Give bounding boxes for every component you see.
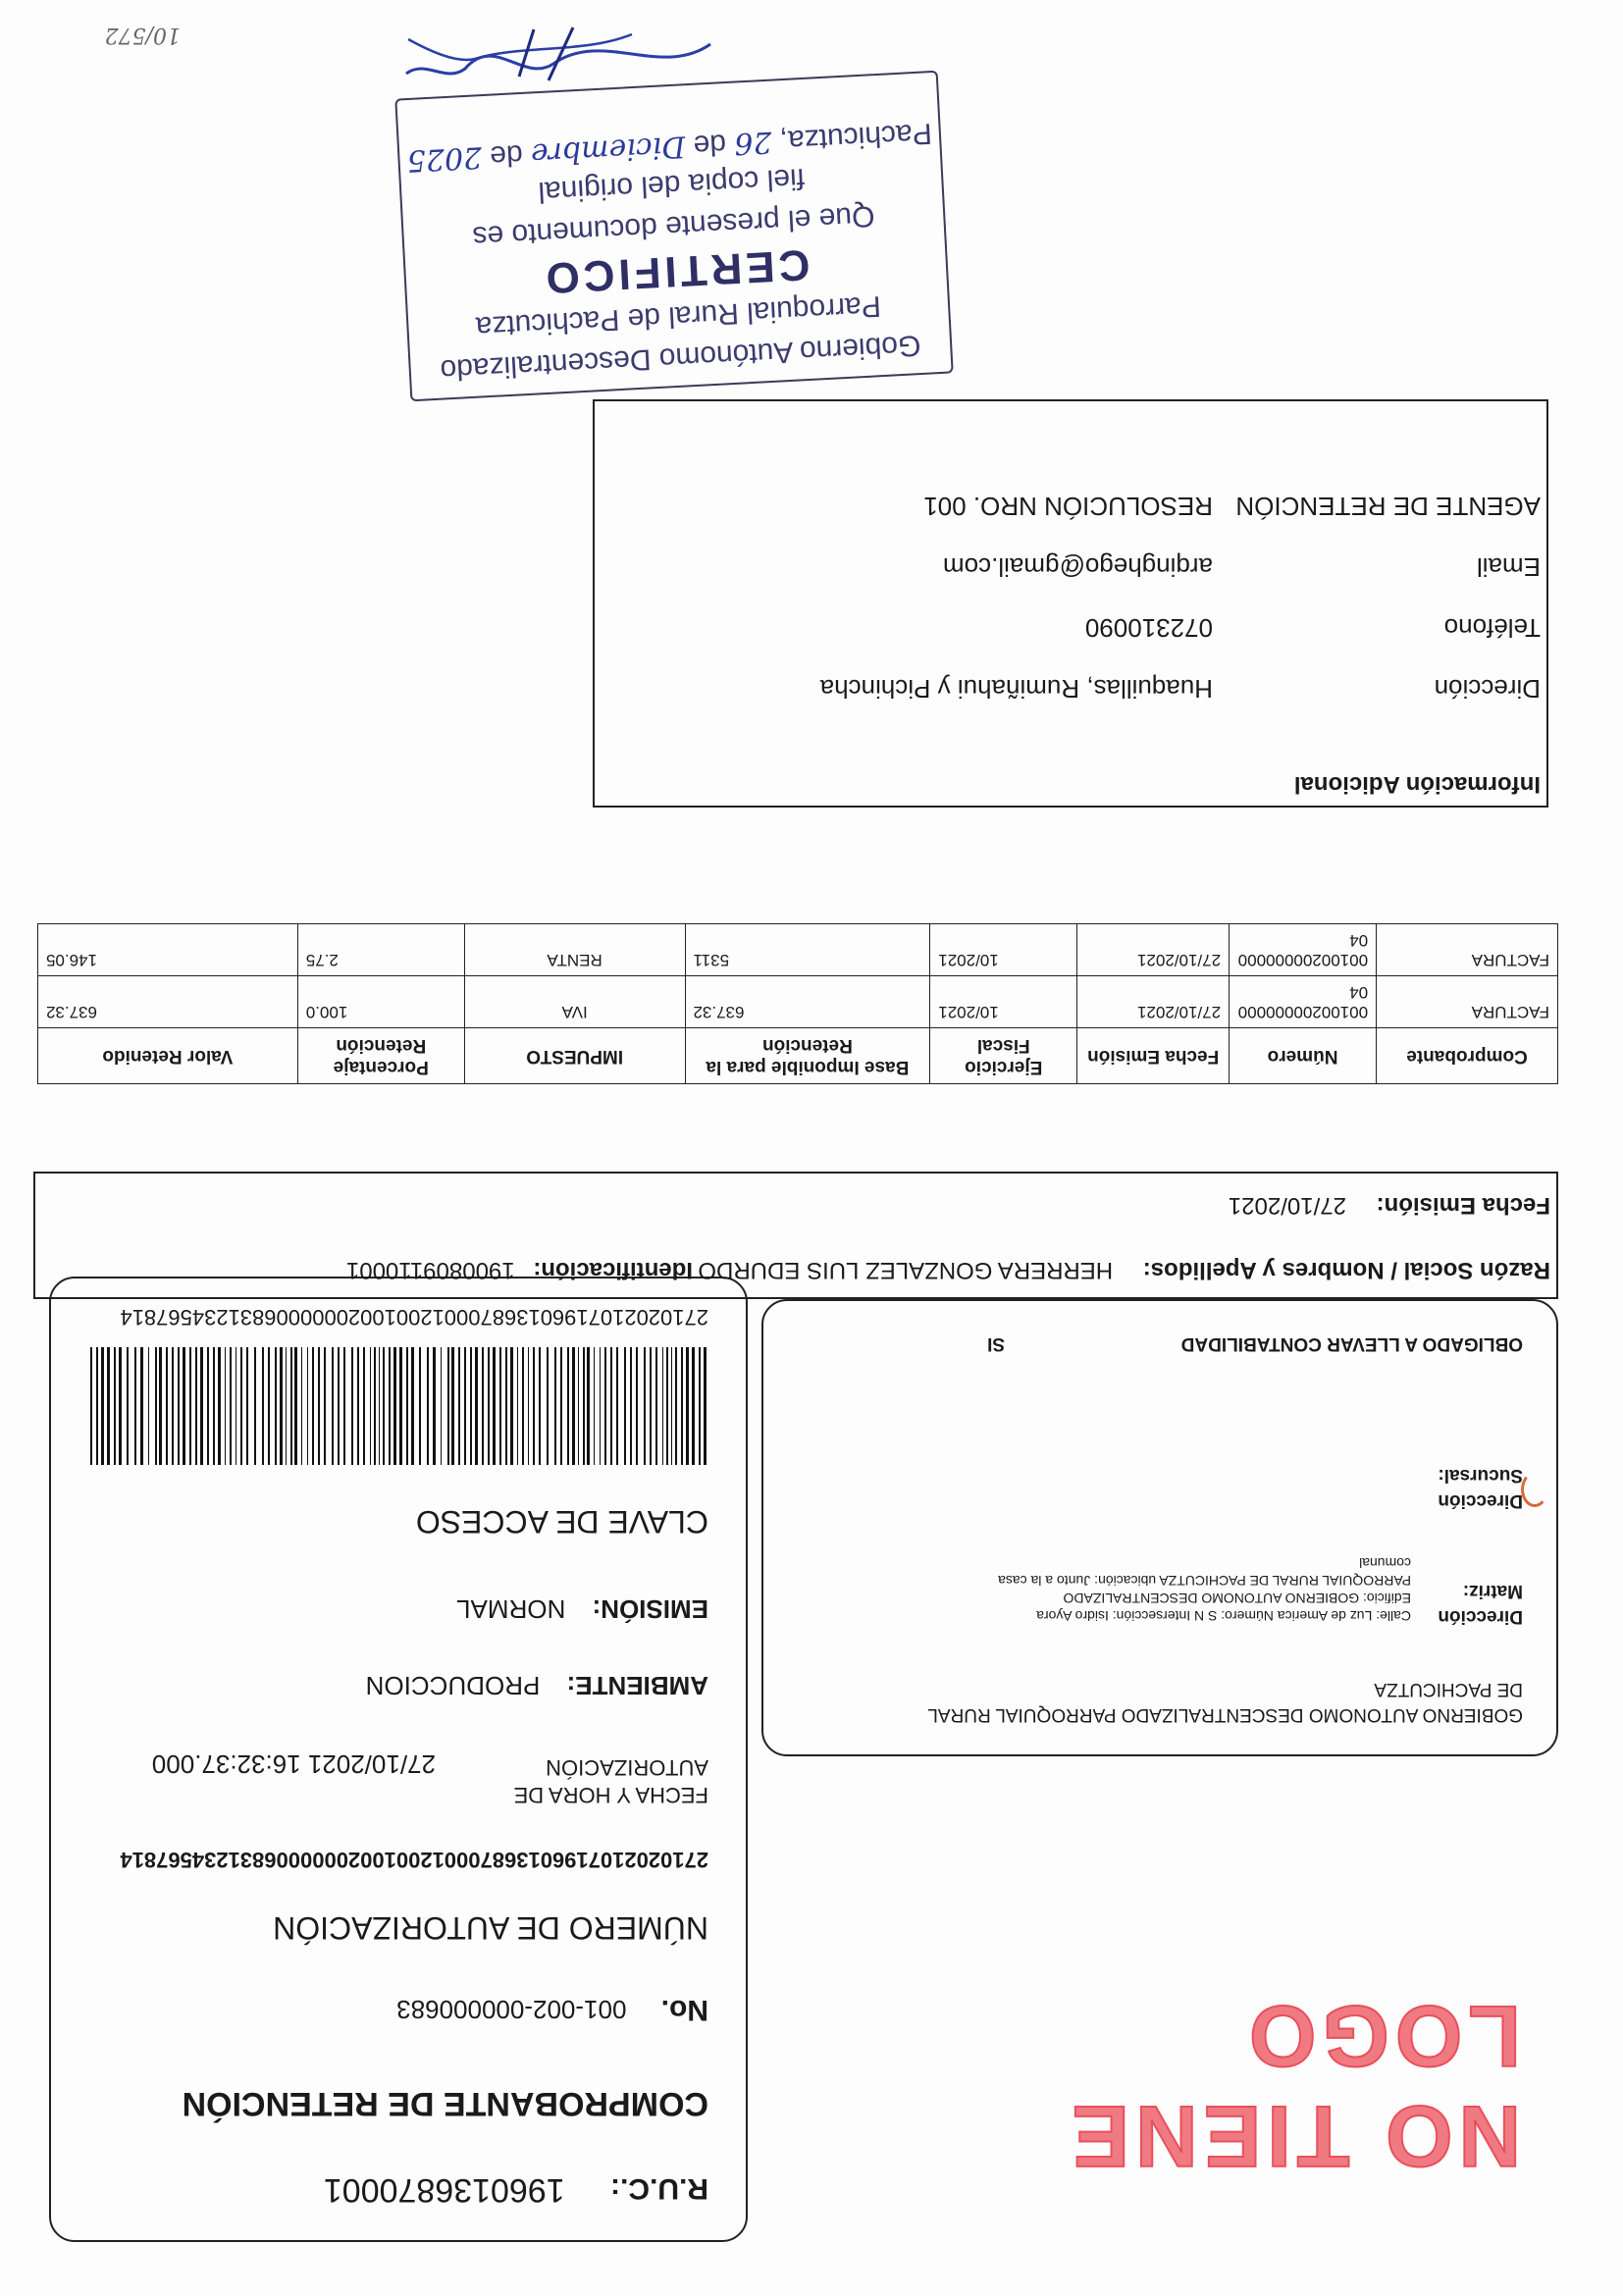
barcode-bar — [662, 1347, 663, 1465]
info-email-value: arqinghego@gmail.com — [943, 552, 1213, 582]
barcode-bar — [655, 1347, 657, 1465]
barcode-bar — [343, 1347, 345, 1465]
column-header: Comprobante — [1377, 1028, 1558, 1084]
matriz-address-line4: comunal — [1359, 1555, 1411, 1571]
barcode-bar — [533, 1347, 535, 1465]
info-agent-value: RESOLUCIÓN NRO. 001 — [923, 492, 1213, 521]
barcode-bar — [675, 1347, 677, 1465]
barcode-bars — [90, 1347, 707, 1465]
barcode-bar — [470, 1347, 472, 1465]
table-cell: 100.0 — [297, 976, 464, 1028]
barcode-bar — [616, 1347, 618, 1465]
stamp-date-mid: de — [692, 128, 727, 162]
barcode-bar — [338, 1347, 340, 1465]
barcode-bar — [230, 1347, 232, 1465]
stamp-line4: fiel copia del original — [537, 161, 806, 209]
barcode-bar — [399, 1347, 402, 1465]
barcode-bar — [447, 1347, 449, 1465]
barcode-bar — [166, 1347, 168, 1465]
barcode-bar — [482, 1347, 484, 1465]
barcode-bar — [159, 1347, 162, 1465]
barcode-bar — [195, 1347, 197, 1465]
contabilidad-value: SI — [987, 1333, 1005, 1354]
sucursal-label — [1438, 1462, 1523, 1513]
table-cell: 00100200000000 04 — [1230, 924, 1377, 976]
emision-label: EMISIÓN: — [592, 1594, 708, 1624]
barcode-bar — [254, 1347, 256, 1465]
table-cell: 2.75 — [297, 924, 464, 976]
barcode-bar — [374, 1347, 376, 1465]
barcode-bar — [528, 1347, 529, 1465]
barcode-bar — [427, 1347, 429, 1465]
barcode-bar — [517, 1347, 518, 1465]
auth-date-label — [514, 1753, 708, 1808]
authorization-box — [49, 1277, 748, 2242]
barcode-bar — [554, 1347, 556, 1465]
barcode-bar — [363, 1347, 365, 1465]
info-dir-value: Huaquillas, Rumiñahui y Pichincha — [819, 674, 1213, 704]
barcode-bar — [275, 1347, 277, 1465]
barcode-bar — [101, 1347, 104, 1465]
barcode-bar — [96, 1347, 98, 1465]
barcode-bar — [172, 1347, 174, 1465]
barcode-bar — [671, 1347, 672, 1465]
buyer-id-label: Identificación: — [533, 1257, 693, 1283]
table-cell: 27/10/2021 — [1077, 976, 1230, 1028]
retention-table — [37, 923, 1558, 1084]
column-header: Ejercicio Fiscal — [930, 1028, 1077, 1084]
barcode-bar — [218, 1347, 221, 1465]
barcode-bar — [594, 1347, 595, 1465]
table-cell: 637.32 — [685, 976, 930, 1028]
barcode-bar — [379, 1347, 380, 1465]
table-cell: 146.05 — [38, 924, 298, 976]
barcode-bar — [560, 1347, 562, 1465]
ruc-label: R.U.C.: — [610, 2172, 708, 2205]
contabilidad-label: OBLIGADO A LLEVAR CONTABILIDAD — [1180, 1333, 1523, 1354]
info-email-label: Email — [1476, 552, 1541, 582]
barcode-bar — [140, 1347, 143, 1465]
certification-stamp — [394, 71, 953, 402]
barcode — [88, 1347, 707, 1465]
logo-placeholder — [775, 1988, 1521, 2185]
column-header: Valor Retenido — [38, 1028, 298, 1084]
barcode-bar — [200, 1347, 203, 1465]
barcode-bar — [357, 1347, 359, 1465]
matriz-address — [979, 1554, 1411, 1625]
barcode-bar — [307, 1347, 308, 1465]
ambiente-label: AMBIENTE: — [566, 1671, 708, 1700]
barcode-bar — [207, 1347, 209, 1465]
barcode-bar — [178, 1347, 180, 1465]
barcode-bar — [475, 1347, 478, 1465]
table-row — [38, 924, 1558, 976]
barcode-bar — [262, 1347, 264, 1465]
stamp-line1: Gobierno Autónomo Descentralizado — [439, 329, 922, 387]
barcode-bar — [630, 1347, 632, 1465]
barcode-bar — [522, 1347, 524, 1465]
barcode-bar — [301, 1347, 302, 1465]
barcode-bar — [686, 1347, 689, 1465]
barcode-bar — [704, 1347, 707, 1465]
matriz-label-line1: Dirección — [1438, 1606, 1523, 1627]
barcode-bar — [286, 1347, 287, 1465]
barcode-bar — [114, 1347, 116, 1465]
barcode-bar — [332, 1347, 334, 1465]
barcode-bar — [370, 1347, 371, 1465]
column-header: IMPUESTO — [464, 1028, 685, 1084]
matriz-address-line1: Calle: Luz de America Número: S N Intersección: Isidro Ayora — [1036, 1608, 1411, 1624]
column-header: Fecha Emisión — [1077, 1028, 1230, 1084]
barcode-bar — [90, 1347, 92, 1465]
signature — [396, 20, 720, 88]
table-header-row — [38, 1028, 1558, 1084]
column-header: Porcentaje Retención — [297, 1028, 464, 1084]
barcode-bar — [578, 1347, 579, 1465]
buyer-name-value: HERRERA GONZALEZ LUIS EDURDO — [698, 1257, 1114, 1283]
doc-number-row — [396, 1993, 708, 2026]
barcode-bar — [225, 1347, 226, 1465]
barcode-bar — [510, 1347, 513, 1465]
table-cell: FACTURA — [1377, 976, 1558, 1028]
doc-number-value: 001-002-000000683 — [396, 1995, 627, 2024]
issuer-name-line1: GOBIERNO AUTONOMO DESCENTRALIZADO PARROQUIAL RURAL — [927, 1704, 1523, 1725]
stamp-date-month: Diciembre — [530, 129, 687, 172]
ambiente-value: PRODUCCION — [365, 1671, 541, 1700]
barcode-bar — [393, 1347, 396, 1465]
matriz-address-line3: PARROQUIAL RURAL DE PACHICUTZA ubicación: Junto a la casa — [998, 1573, 1411, 1589]
barcode-bar — [604, 1347, 606, 1465]
barcode-bar — [268, 1347, 270, 1465]
matriz-label-line2: Matriz: — [1462, 1581, 1523, 1601]
barcode-bar — [406, 1347, 408, 1465]
clave-title: CLAVE DE ACCESO — [415, 1504, 708, 1539]
matriz-label — [1438, 1578, 1523, 1629]
column-header: Número — [1230, 1028, 1377, 1084]
auth-date-value: 27/10/2021 16:32:37.000 — [151, 1749, 436, 1779]
barcode-bar — [419, 1347, 421, 1465]
barcode-bar — [600, 1347, 601, 1465]
buyer-box — [33, 1172, 1558, 1299]
barcode-bar — [148, 1347, 149, 1465]
barcode-bar — [441, 1347, 442, 1465]
barcode-bar — [539, 1347, 541, 1465]
issuer-name — [927, 1676, 1523, 1727]
barcode-bar — [155, 1347, 157, 1465]
info-tel-value: 072310090 — [1084, 613, 1213, 643]
doc-title: COMPROBANTE DE RETENCIÓN — [182, 2085, 708, 2122]
barcode-bar — [650, 1347, 652, 1465]
barcode-bar — [567, 1347, 569, 1465]
barcode-bar — [505, 1347, 507, 1465]
barcode-bar — [488, 1347, 490, 1465]
stamp-date-prefix: Pachicutza, — [778, 117, 933, 158]
info-agent-label: AGENTE DE RETENCIÓN — [1235, 492, 1541, 521]
sucursal-label-line2: Sucursal: — [1438, 1465, 1523, 1486]
ruc-row — [324, 2170, 708, 2209]
issuer-box — [761, 1299, 1558, 1756]
barcode-bar — [127, 1347, 129, 1465]
barcode-bar — [464, 1347, 466, 1465]
barcode-bar — [547, 1347, 549, 1465]
buyer-id-row — [346, 1256, 693, 1283]
barcode-bar — [624, 1347, 626, 1465]
auth-number: 2710202107196013687000120010020000006831234567814 — [120, 1848, 708, 1872]
barcode-bar — [383, 1347, 385, 1465]
barcode-bar — [246, 1347, 248, 1465]
table-cell: 27/10/2021 — [1077, 924, 1230, 976]
stamp-date-day: 26 — [733, 124, 773, 161]
table-cell: 10/2021 — [930, 976, 1077, 1028]
auth-title: NÚMERO DE AUTORIZACIÓN — [273, 1910, 708, 1946]
additional-info-box — [593, 399, 1548, 808]
logo-text: NO TIENE LOGO — [1066, 1988, 1521, 2185]
barcode-bar — [666, 1347, 668, 1465]
buyer-date-row — [1229, 1191, 1550, 1219]
barcode-bar — [240, 1347, 242, 1465]
ambiente-row — [366, 1670, 708, 1700]
table-cell: 5311 — [685, 924, 930, 976]
info-tel-label: Teléfono — [1443, 613, 1541, 643]
barcode-bar — [644, 1347, 646, 1465]
barcode-bar — [312, 1347, 314, 1465]
barcode-bar — [290, 1347, 292, 1465]
table-cell: 637.32 — [38, 976, 298, 1028]
barcode-bar — [493, 1347, 496, 1465]
auth-date-label-line1: FECHA Y HORA DE — [513, 1783, 708, 1807]
stamp-line3: Que el presente documento es — [471, 199, 876, 253]
barcode-bar — [107, 1347, 110, 1465]
pen-mark — [1521, 1472, 1548, 1507]
table-cell: RENTA — [464, 924, 685, 976]
stamp-title: CERTIFICO — [541, 239, 812, 303]
table-cell: 00100200000000 04 — [1230, 976, 1377, 1028]
barcode-bar — [681, 1347, 683, 1465]
buyer-name-row — [698, 1256, 1550, 1283]
buyer-name-label: Razón Social / Nombres y Apellidos: — [1142, 1257, 1550, 1283]
table-row — [38, 976, 1558, 1028]
barcode-bar — [451, 1347, 454, 1465]
barcode-bar — [587, 1347, 590, 1465]
stamp-line2: Parroquial Rural de Pachicutza — [474, 289, 882, 343]
handwritten-page-number: 10/572 — [104, 23, 181, 47]
barcode-bar — [499, 1347, 501, 1465]
barcode-bar — [213, 1347, 215, 1465]
ruc-value: 1960136870001 — [323, 2171, 565, 2209]
issuer-name-line2: DE PACHICUTZA — [1374, 1679, 1523, 1699]
sucursal-label-line1: Dirección — [1438, 1490, 1523, 1511]
barcode-bar — [189, 1347, 191, 1465]
table-cell: 10/2021 — [930, 924, 1077, 976]
barcode-bar — [583, 1347, 585, 1465]
stamp-date-year-prefix: de — [489, 137, 524, 173]
barcode-bar — [411, 1347, 414, 1465]
barcode-bar — [610, 1347, 612, 1465]
buyer-date-label: Fecha Emisión: — [1376, 1192, 1550, 1219]
barcode-bar — [119, 1347, 122, 1465]
column-header: Base Imponible para la Retención — [685, 1028, 930, 1084]
auth-date-label-line2: AUTORIZACIÓN — [546, 1755, 708, 1780]
info-dir-label: Dirección — [1434, 674, 1541, 704]
barcode-bar — [318, 1347, 320, 1465]
barcode-bar — [699, 1347, 701, 1465]
barcode-bar — [294, 1347, 297, 1465]
clave-number: 2710202107196013687000120010020000006831234567814 — [120, 1305, 708, 1330]
table-cell: IVA — [464, 976, 685, 1028]
barcode-bar — [324, 1347, 326, 1465]
barcode-bar — [280, 1347, 283, 1465]
buyer-date-value: 27/10/2021 — [1228, 1192, 1346, 1219]
barcode-bar — [636, 1347, 638, 1465]
barcode-bar — [433, 1347, 436, 1465]
emision-row — [456, 1593, 708, 1624]
barcode-bar — [389, 1347, 391, 1465]
barcode-bar — [134, 1347, 136, 1465]
emision-value: NORMAL — [456, 1594, 566, 1624]
barcode-bar — [351, 1347, 353, 1465]
doc-number-label: No. — [660, 1994, 708, 2026]
stamp-date-year: 2025 — [405, 139, 483, 179]
barcode-bar — [458, 1347, 460, 1465]
barcode-bar — [183, 1347, 185, 1465]
info-title: Información Adicional — [1293, 771, 1541, 798]
barcode-bar — [692, 1347, 695, 1465]
table-cell: FACTURA — [1377, 924, 1558, 976]
buyer-id-value: 1900809110001 — [345, 1257, 515, 1283]
matriz-address-line2: Edificio: GOBIERNO AUTONOMO DESCENTRALIZADO — [1063, 1591, 1411, 1606]
barcode-bar — [572, 1347, 575, 1465]
